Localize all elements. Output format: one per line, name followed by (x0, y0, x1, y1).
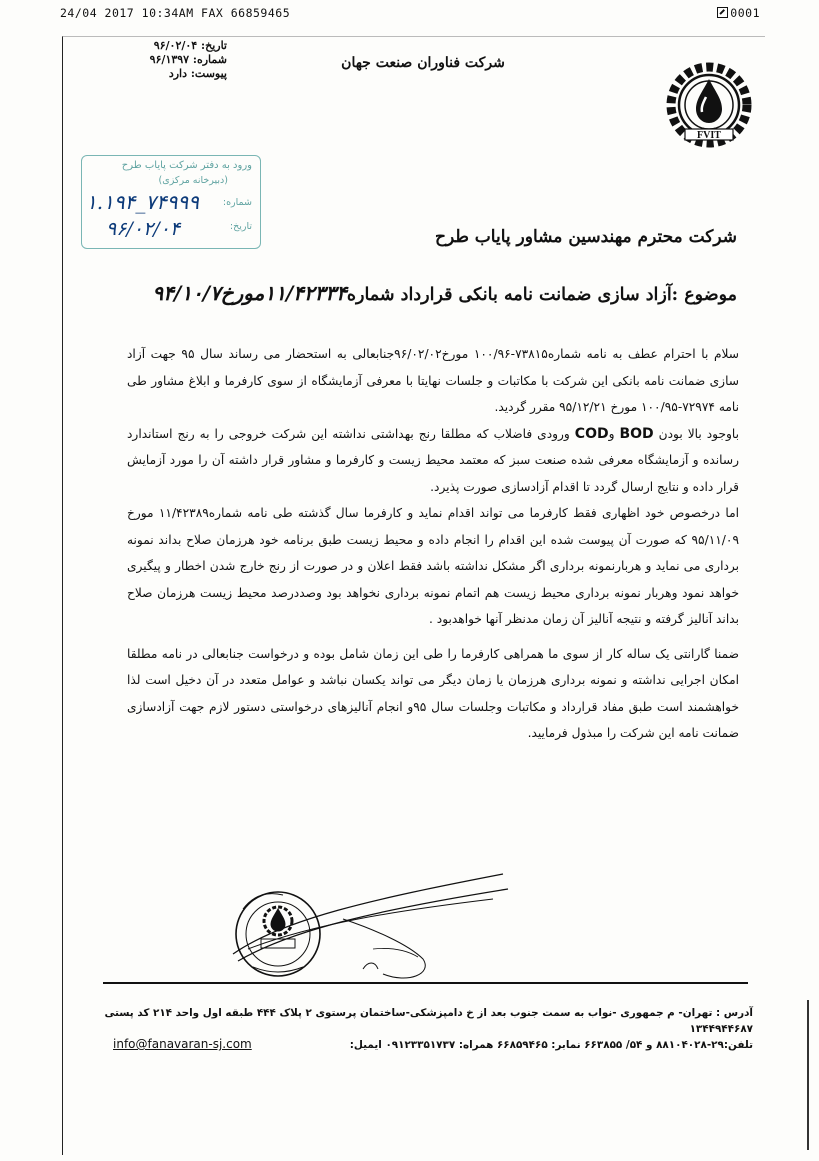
recipient: شرکت محترم مهندسین مشاور پایاب طرح (434, 227, 737, 247)
footer (73, 1005, 753, 1053)
cod-term: COD (574, 425, 609, 442)
subject-contract-number: ۱۱/۴۲۳۳۴مورخ۹۴/۱۰/۷ (152, 281, 347, 305)
company-logo (663, 57, 755, 153)
stamp-date-label: تاریخ: (229, 221, 252, 232)
p2-conj: و (608, 426, 615, 441)
fax-timestamp: 24/04 2017 10:34AM FAX 66859465 (60, 6, 291, 20)
footer-divider (103, 982, 748, 984)
number-row (107, 53, 227, 67)
attachment-label: پیوست: (190, 67, 227, 80)
number-value: ۹۶/۱۳۹۷ (149, 53, 190, 66)
attachment-row (107, 67, 227, 81)
date-label: تاریخ: (201, 39, 227, 52)
subject-line (103, 281, 737, 305)
stamp-number-handwritten: ۱.۱۹۴_۷۴۹۹۹ (86, 190, 200, 214)
body-paragraph-1: سلام با احترام عطف به نامه شماره۷۳۸۱۵-۱۰۰/۹۶ مورخ۹۶/۰۲/۰۲جنابعالی به استحضار می رساند سال ۹۵ جهت آزاد سازی ضمانت نامه بانکی این شرکت با مکاتبات و جلسات نهایتا با معرفی آزمایشگاه از سوی کارفرما و ابلاغ مشاور طی نامه ۷۲۹۷۴-۱۰۰/۹۵ مورخ ۹۵/۱۲/۲۱ مقرر گردید. (127, 347, 739, 414)
company-name: شرکت فناوران صنعت جهان (341, 55, 505, 71)
fax-page-value: 0001 (730, 6, 760, 20)
subject-prefix: موضوع :آزاد سازی ضمانت نامه بانکی قرارداد شماره (346, 285, 737, 305)
fax-page-icon (717, 7, 728, 18)
signature-and-seal (223, 849, 513, 999)
letter-page (62, 36, 765, 1155)
footer-email-link[interactable]: info@fanavaran-sj.com (113, 1037, 252, 1051)
fax-header (60, 6, 760, 24)
stamp-title: ورود به دفتر شرکت پایاب طرح (121, 160, 252, 171)
scan-edge-mark (807, 1000, 809, 1150)
p2-suffix: ورودی فاضلاب که مطلقا رنج بهداشتی نداشته این شرکت خروجی را به رنج استاندارد رسانده و آزمایشگاه معرفی شده صنعت سبز که معتمد محیط زیست و کارفرما و مشاور قرار داشته آن را مورد آزمایش قرار داده و نتایج ارسال گردد تا اقدام آزادسازی صورت پذیرد. (127, 426, 739, 494)
stamp-date-handwritten: ۹۶/۰۲/۰۴ (106, 218, 181, 240)
fax-page-number (717, 6, 760, 20)
logo-lettering: FVIT (697, 130, 721, 141)
footer-address: آدرس : تهران- م جمهوری -نواب به سمت جنوب بعد از خ دامپزشکی-ساختمان پرستوی ۲ پلاک ۴۴۴ طبقه اول واحد ۲۱۴ کد پستی ۱۳۴۴۹۴۴۶۸۷ (104, 1007, 753, 1035)
attachment-value: دارد (168, 67, 187, 80)
number-label: شماره: (192, 53, 227, 66)
footer-phones: تلفن:۲۹-۸۸۱۰۴۰۲۸ و ۵۴/ ۶۶۳۸۵۵ نمابر: ۶۶۸۵۹۴۶۵ همراه: ۰۹۱۲۳۳۵۱۷۳۷ ایمیل: (349, 1039, 753, 1051)
body-paragraph-2 (127, 421, 739, 501)
stamp-subtitle: (دبیرخانه مرکزی) (158, 175, 228, 186)
body-paragraph-4: ضمنا گارانتی یک ساله کار از سوی ما همراهی کارفرما را طی این زمان شامل بوده و درخواست جنابعالی در نامه مطلقا امکان اجرایی نداشته و نمونه برداری هرزمان یا زمان دیگر می تواند یکسان نباشد و عوامل متعدد در آن دخیل است لذا خواهشمند است طبق مفاد قرارداد و مکاتبات وجلسات سال ۹۵و انجام آنالیزهای درخواستی دستور لازم جهت آزادسازی ضمانت نامه این شرکت را مبذول فرمایید. (127, 646, 739, 740)
stamp-number-label: شماره: (222, 197, 252, 208)
footer-contact-row (73, 1037, 753, 1053)
reference-block (107, 39, 227, 81)
letter-body (127, 341, 739, 747)
received-stamp (81, 155, 261, 249)
date-row (107, 39, 227, 53)
body-paragraph-3: اما درخصوص خود اظهاری فقط کارفرما می تواند اقدام نماید و کارفرما سال گذشته طی نامه شماره۱۱/۴۲۳۸۹ مورخ ۹۵/۱۱/۰۹ که صورت آن پیوست شده این اقدام را انجام داده و محیط زیست طبق برنامه خود هرزمان صلاح بداند نمونه برداری می نماید و هربارنمونه برداری اگر مشکل نداشته باشد فقط اعلان و در صورت از رنج خارج شدن اخطار و پیگیری خواهد نمود وهربار نمونه برداری محیط زیست هم اتمام نمونه برداری نخواهد بود وصددرصد محیط زیست هرزمان صلاح بداند آنالیز گرفته و نتیجه آنالیز آن زمان مدنظر آنها خواهدبود . (127, 506, 739, 626)
p2-prefix: باوجود بالا بودن (653, 426, 739, 441)
bod-term: BOD (619, 425, 654, 442)
date-value: ۹۶/۰۲/۰۴ (153, 39, 198, 52)
